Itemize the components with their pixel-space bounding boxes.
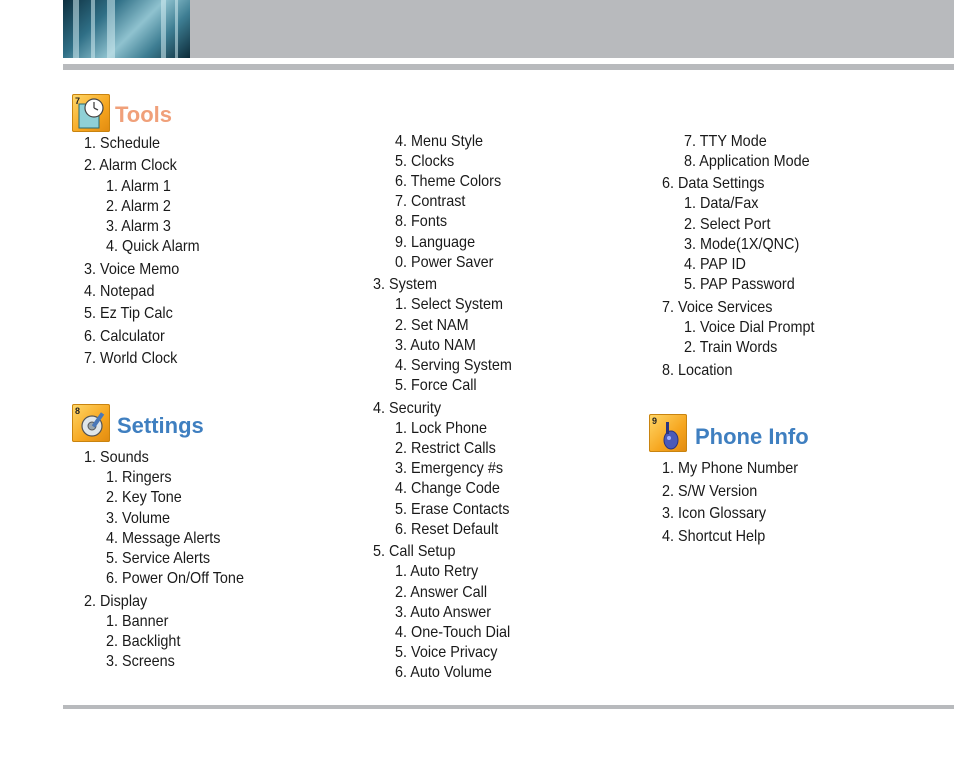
submenu-item: 5. Force Call xyxy=(395,377,477,394)
submenu-item: 5. Clocks xyxy=(395,153,455,170)
menu-item: 7. World Clock xyxy=(84,350,178,367)
section-title-phone-info: Phone Info xyxy=(695,424,809,449)
header-bar xyxy=(63,0,954,58)
menu-item: 7. Voice Services xyxy=(662,299,773,316)
submenu-item: 1. Data/Fax xyxy=(684,195,759,212)
submenu-item: 7. TTY Mode xyxy=(684,133,767,150)
submenu-item: 3. Emergency #s xyxy=(395,460,504,477)
submenu-item: 3. Screens xyxy=(106,653,175,670)
menu-item: 1. Sounds xyxy=(84,449,149,466)
submenu-item: 2. Backlight xyxy=(106,633,181,650)
submenu-item: 1. Select System xyxy=(395,296,504,313)
submenu-item: 5. Voice Privacy xyxy=(395,644,498,661)
submenu-item: 1. Banner xyxy=(106,613,169,630)
submenu-item: 1. Alarm 1 xyxy=(106,178,171,195)
submenu-item: 3. Mode(1X/QNC) xyxy=(684,236,800,253)
submenu-item: 3. Volume xyxy=(106,510,171,527)
menu-item: 1. My Phone Number xyxy=(662,460,799,477)
menu-item: 6. Data Settings xyxy=(662,175,765,192)
submenu-item: 1. Lock Phone xyxy=(395,420,488,437)
tools-icon xyxy=(72,94,110,132)
section-title-tools: Tools xyxy=(115,102,173,127)
menu-item: 3. Icon Glossary xyxy=(662,505,767,522)
svg-text:7: 7 xyxy=(75,96,81,106)
submenu-item: 4. Change Code xyxy=(395,480,500,497)
menu-item: 2. Alarm Clock xyxy=(84,157,177,174)
submenu-item: 8. Application Mode xyxy=(684,153,810,170)
submenu-item: 4. PAP ID xyxy=(684,256,746,273)
submenu-item: 6. Reset Default xyxy=(395,521,499,538)
phone-info-icon xyxy=(649,414,687,452)
menu-item: 4. Notepad xyxy=(84,283,155,300)
submenu-item: 4. Quick Alarm xyxy=(106,238,200,255)
menu-item: 5. Ez Tip Calc xyxy=(84,305,173,322)
submenu-item: 6. Theme Colors xyxy=(395,173,502,190)
menu-item: 5. Call Setup xyxy=(373,543,456,560)
header-divider xyxy=(63,64,954,70)
submenu-item: 5. Service Alerts xyxy=(106,550,211,567)
menu-item: 6. Calculator xyxy=(84,328,165,345)
submenu-item: 2. Train Words xyxy=(684,339,778,356)
submenu-item: 2. Key Tone xyxy=(106,489,182,506)
submenu-item: 9. Language xyxy=(395,234,476,251)
submenu-item: 4. One-Touch Dial xyxy=(395,624,511,641)
submenu-item: 4. Menu Style xyxy=(395,133,484,150)
submenu-item: 1. Auto Retry xyxy=(395,563,479,580)
svg-text:8: 8 xyxy=(75,406,81,416)
submenu-item: 2. Restrict Calls xyxy=(395,440,496,457)
menu-item: 2. S/W Version xyxy=(662,483,758,500)
menu-item: 4. Shortcut Help xyxy=(662,528,766,545)
header-photo xyxy=(63,0,190,58)
submenu-item: 7. Contrast xyxy=(395,193,466,210)
menu-item: 2. Display xyxy=(84,593,148,610)
submenu-item: 8. Fonts xyxy=(395,213,448,230)
footer-divider xyxy=(63,705,954,709)
menu-item: 4. Security xyxy=(373,400,442,417)
submenu-item: 2. Alarm 2 xyxy=(106,198,171,215)
submenu-item: 3. Auto NAM xyxy=(395,337,476,354)
submenu-item: 2. Answer Call xyxy=(395,584,488,601)
menu-item: 3. Voice Memo xyxy=(84,261,180,278)
settings-icon xyxy=(72,404,110,442)
submenu-item: 6. Auto Volume xyxy=(395,664,492,681)
submenu-item: 6. Power On/Off Tone xyxy=(106,570,244,587)
submenu-item: 0. Power Saver xyxy=(395,254,494,271)
menu-item: 8. Location xyxy=(662,362,733,379)
menu-item: 1. Schedule xyxy=(84,135,161,152)
menu-item: 3. System xyxy=(373,276,438,293)
submenu-item: 3. Alarm 3 xyxy=(106,218,171,235)
svg-text:9: 9 xyxy=(652,416,658,426)
submenu-item: 5. PAP Password xyxy=(684,276,795,293)
submenu-item: 4. Message Alerts xyxy=(106,530,221,547)
submenu-item: 2. Select Port xyxy=(684,216,771,233)
submenu-item: 4. Serving System xyxy=(395,357,512,374)
submenu-item: 5. Erase Contacts xyxy=(395,501,510,518)
submenu-item: 2. Set NAM xyxy=(395,317,469,334)
submenu-item: 1. Voice Dial Prompt xyxy=(684,319,815,336)
section-title-settings: Settings xyxy=(117,413,204,438)
submenu-item: 1. Ringers xyxy=(106,469,172,486)
submenu-item: 3. Auto Answer xyxy=(395,604,492,621)
